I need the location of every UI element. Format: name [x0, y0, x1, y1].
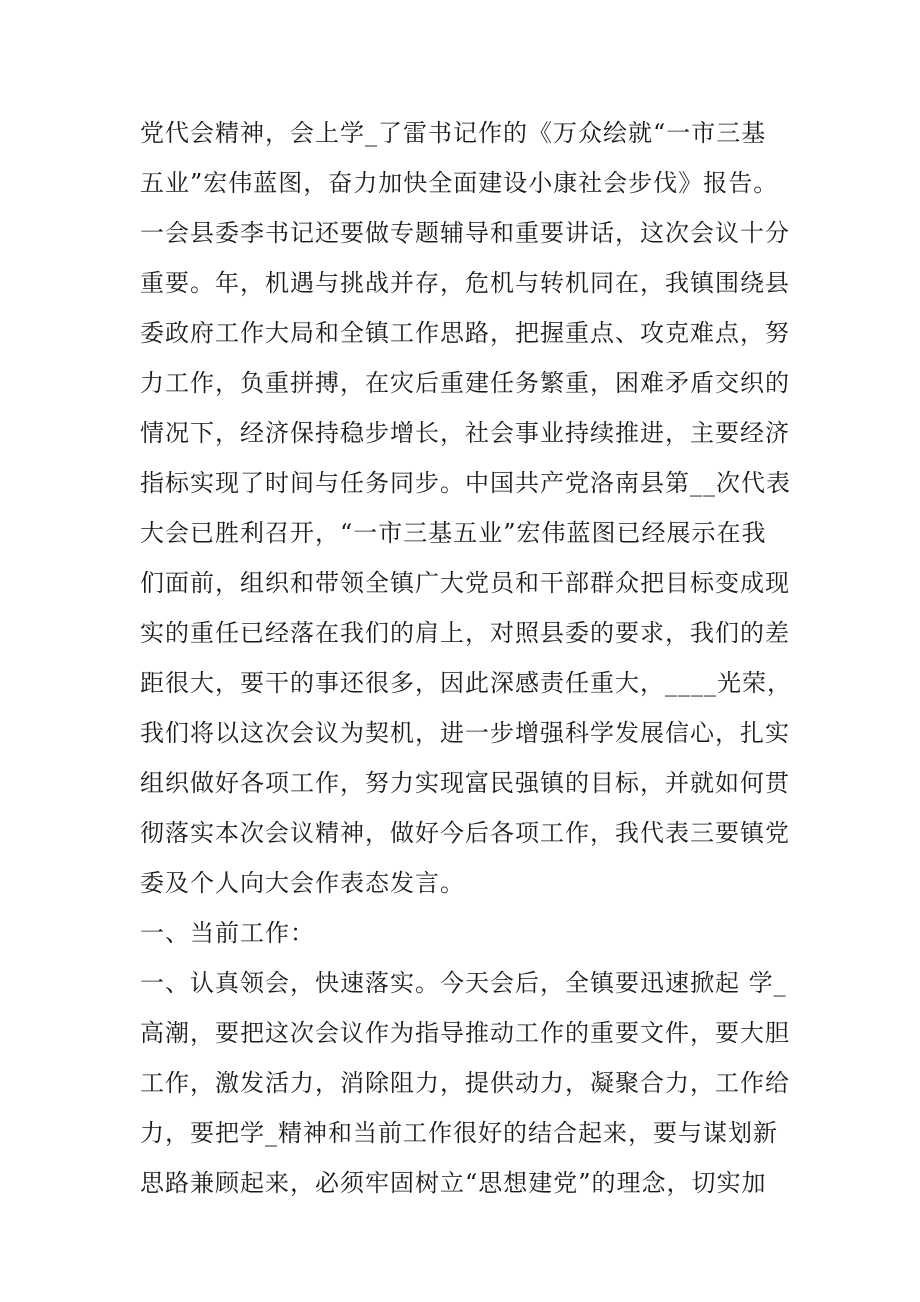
section-heading: 一、当前工作：	[140, 919, 315, 947]
text-line: 委政府工作大局和全镇工作思路，把握重点、攻克难点，努	[140, 319, 790, 347]
text-line: 组织做好各项工作，努力实现富民强镇的目标，并就如何贯	[140, 769, 790, 797]
text-line: 彻落实本次会议精神，做好今后各项工作，我代表三要镇党	[140, 819, 790, 847]
text-line: 情况下，经济保持稳步增长，社会事业持续推进，主要经济	[140, 419, 790, 447]
text-line: 工作，激发活力，消除阻力，提供动力，凝聚合力，工作给	[140, 1069, 790, 1097]
text-line: 思路兼顾起来，必须牢固树立“思想建党”的理念，切实加	[140, 1169, 767, 1197]
document-body	[140, 108, 810, 1208]
text-line: 一、认真领会，快速落实。今天会后，全镇要迅速掀起 学_	[140, 969, 787, 997]
text-line: 委及个人向大会作表态发言。	[140, 869, 465, 897]
text-line: 实的重任已经落在我们的肩上，对照县委的要求，我们的差	[140, 619, 790, 647]
text-line: 指标实现了时间与任务同步。中国共产党洛南县第__次代表	[140, 469, 791, 497]
text-line: 高潮，要把这次会议作为指导推动工作的重要文件，要大胆	[140, 1019, 790, 1047]
text-line: 们面前，组织和带领全镇广大党员和干部群众把目标变成现	[140, 569, 790, 597]
text-line: 重要。年，机遇与挑战并存，危机与转机同在，我镇围绕县	[140, 269, 790, 297]
text-line: 一会县委李书记还要做专题辅导和重要讲话，这次会议十分	[140, 219, 790, 247]
text-line: 力，要把学_精神和当前工作很好的结合起来，要与谋划新	[140, 1119, 778, 1147]
text-line: 五业”宏伟蓝图，奋力加快全面建设小康社会步伐》报告。	[140, 169, 779, 197]
text-line: 大会已胜利召开，“一市三基五业”宏伟蓝图已经展示在我	[140, 519, 767, 547]
text-line: 距很大，要干的事还很多，因此深感责任重大，____光荣，	[140, 669, 792, 697]
text-line: 力工作，负重拼搏，在灾后重建任务繁重，困难矛盾交织的	[140, 369, 790, 397]
text-line: 我们将以这次会议为契机，进一步增强科学发展信心，扎实	[140, 719, 790, 747]
text-line: 党代会精神，会上学_了雷书记作的《万众绘就“一市三基	[140, 119, 767, 147]
